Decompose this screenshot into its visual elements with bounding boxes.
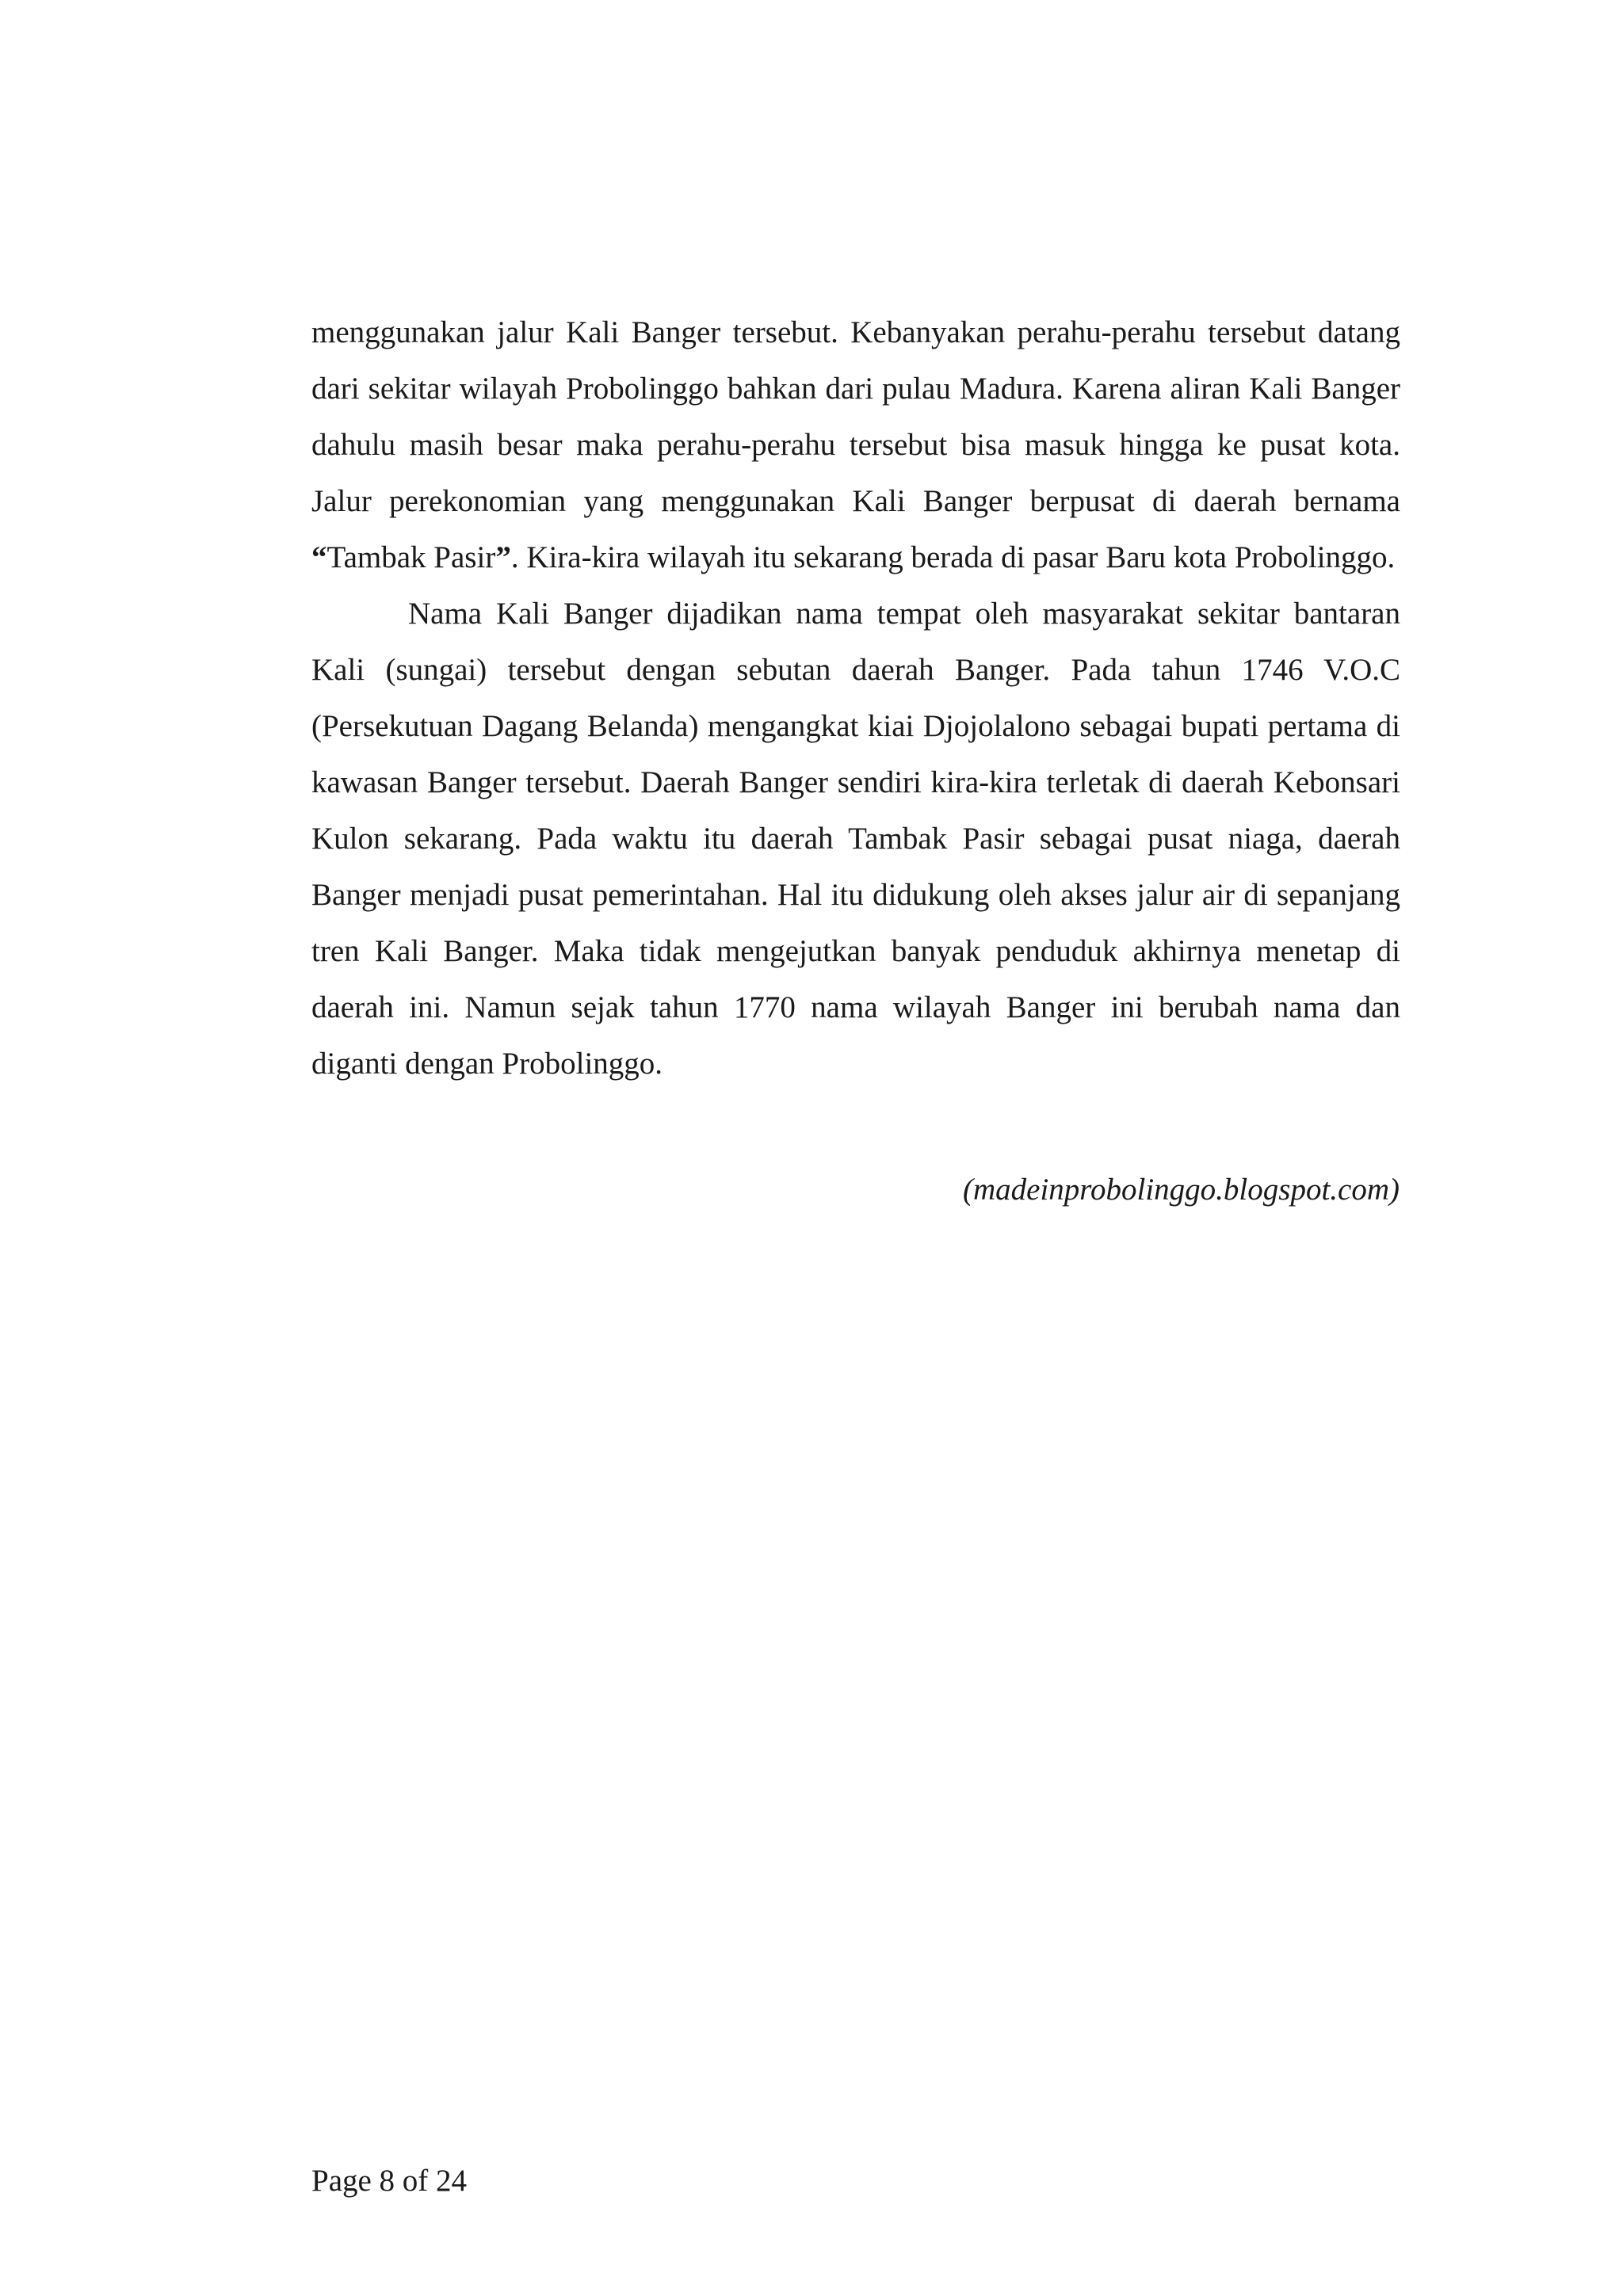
paragraph-2: Nama Kali Banger dijadikan nama tempat oleh masyarakat sekitar bantaran Kali (sungai) tersebut dengan sebutan daerah Banger. Pada tahun 1746 V.O.C (Persekutuan Dagang Belanda) mengangkat kiai Djojolalono sebagai bupati pertama di kawasan Banger tersebut. Daerah Banger sendiri kira-kira terletak di daerah Kebonsari Kulon sekarang. Pada waktu itu daerah Tambak Pasir sebagai pusat niaga, daerah Banger menjadi pusat pemerintahan. Hal itu didukung oleh akses jalur air di sepanjang tren Kali Banger. Maka tidak mengejutkan banyak penduduk akhirnya menetap di daerah ini. Namun sejak tahun 1770 nama wilayah Banger ini berubah nama dan diganti dengan Probolinggo. xyxy=(311,597,1400,1081)
source-citation: (madeinprobolinggo.blogspot.com) xyxy=(962,1173,1400,1207)
paragraph-1-text-b: . Kira-kira wilayah itu sekarang berada di pasar Baru kota Probolinggo. xyxy=(510,540,1396,574)
place-name-tambak-pasir: Tambak Pasir xyxy=(327,540,496,574)
body-text xyxy=(311,304,1400,1092)
page-number: Page 8 of 24 xyxy=(311,2164,468,2198)
quote-open-mark: “ xyxy=(311,540,327,574)
quote-close-mark: ” xyxy=(495,540,511,574)
paragraph-1-text-a: menggunakan jalur Kali Banger tersebut. Kebanyakan perahu-perahu tersebut datang dari sekitar wilayah Probolinggo bahkan dari pulau Madura. Karena aliran Kali Banger dahulu masih besar maka perahu-perahu tersebut bisa masuk hingga ke pusat kota. Jalur perekonomian yang menggunakan Kali Banger berpusat di daerah bernama xyxy=(311,315,1400,518)
paragraph-1 xyxy=(311,304,1400,585)
